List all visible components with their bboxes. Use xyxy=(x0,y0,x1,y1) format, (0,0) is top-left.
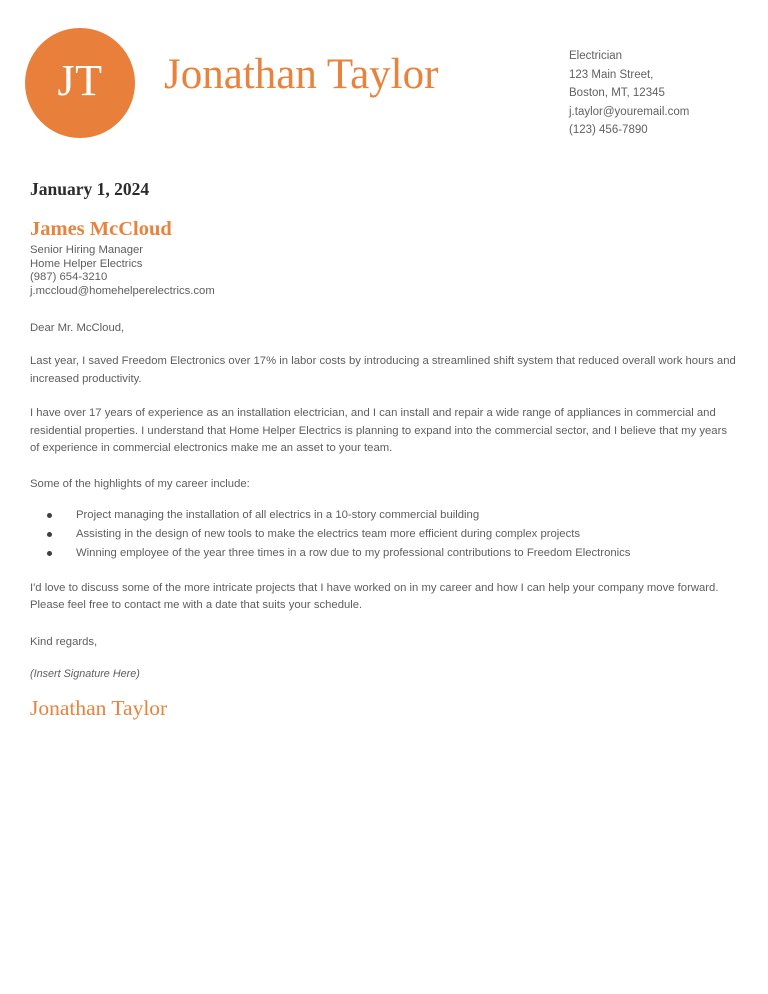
bullet-icon xyxy=(47,551,52,556)
monogram-initials: JT xyxy=(57,56,103,105)
closing-paragraph: I'd love to discuss some of the more intricate projects that I have worked on in my career and how I can help your company move forward. Please feel free to contact me with a date that suits your schedule. xyxy=(30,581,719,612)
recipient-details xyxy=(30,244,736,298)
recipient-title: Senior Hiring Manager xyxy=(30,244,144,256)
bullet-icon xyxy=(47,513,52,518)
body-paragraph-2: I have over 17 years of experience as an installation electrician, and I can install and repair a wide range of appliances in commercial and residential properties. I understand that Home Helper Electrics is planning to expand into the commercial sector, and I believe that my years of experience in commercial electronics make me an asset to your team. xyxy=(30,407,727,455)
sender-email: j.taylor@youremail.com xyxy=(569,105,690,118)
recipient-company: Home Helper Electrics xyxy=(30,257,143,270)
sender-city-state-zip: Boston, MT, 12345 xyxy=(569,87,665,99)
list-item xyxy=(30,544,736,563)
sender-name-heading: Jonathan Taylor xyxy=(164,51,439,98)
letter-body xyxy=(30,178,736,721)
signature-name: Jonathan Taylor xyxy=(30,695,168,720)
signature-placeholder: (Insert Signature Here) xyxy=(30,667,140,680)
monogram-badge xyxy=(25,28,135,138)
highlights-intro: Some of the highlights of my career include: xyxy=(30,477,250,490)
salutation: Dear Mr. McCloud, xyxy=(30,322,125,335)
letter-date: January 1, 2024 xyxy=(30,179,150,199)
sender-street: 123 Main Street, xyxy=(569,68,654,81)
list-item-label: Project managing the installation of all electrics in a 10-story commercial building xyxy=(76,508,480,521)
recipient-phone: (987) 654-3210 xyxy=(30,271,108,284)
letterhead-header xyxy=(0,0,768,160)
signoff-line: Kind regards, xyxy=(30,635,98,648)
highlights-list xyxy=(30,506,736,563)
list-item xyxy=(30,506,736,525)
bullet-icon xyxy=(47,532,52,537)
list-item-label: Winning employee of the year three times in a row due to my professional contributions to Freedom Electronics xyxy=(76,546,631,559)
sender-job-title: Electrician xyxy=(569,50,623,62)
sender-phone: (123) 456-7890 xyxy=(569,124,648,136)
body-paragraph-1: Last year, I saved Freedom Electronics over 17% in labor costs by introducing a streamlined shift system that reduced overall work hours and increased productivity. xyxy=(30,355,736,385)
sender-contact-block xyxy=(569,47,689,140)
recipient-email: j.mccloud@homehelperelectrics.com xyxy=(30,284,215,297)
list-item-label: Assisting in the design of new tools to make the electrics team more efficient during complex projects xyxy=(76,527,581,540)
recipient-name: James McCloud xyxy=(30,218,172,240)
list-item xyxy=(30,525,736,544)
